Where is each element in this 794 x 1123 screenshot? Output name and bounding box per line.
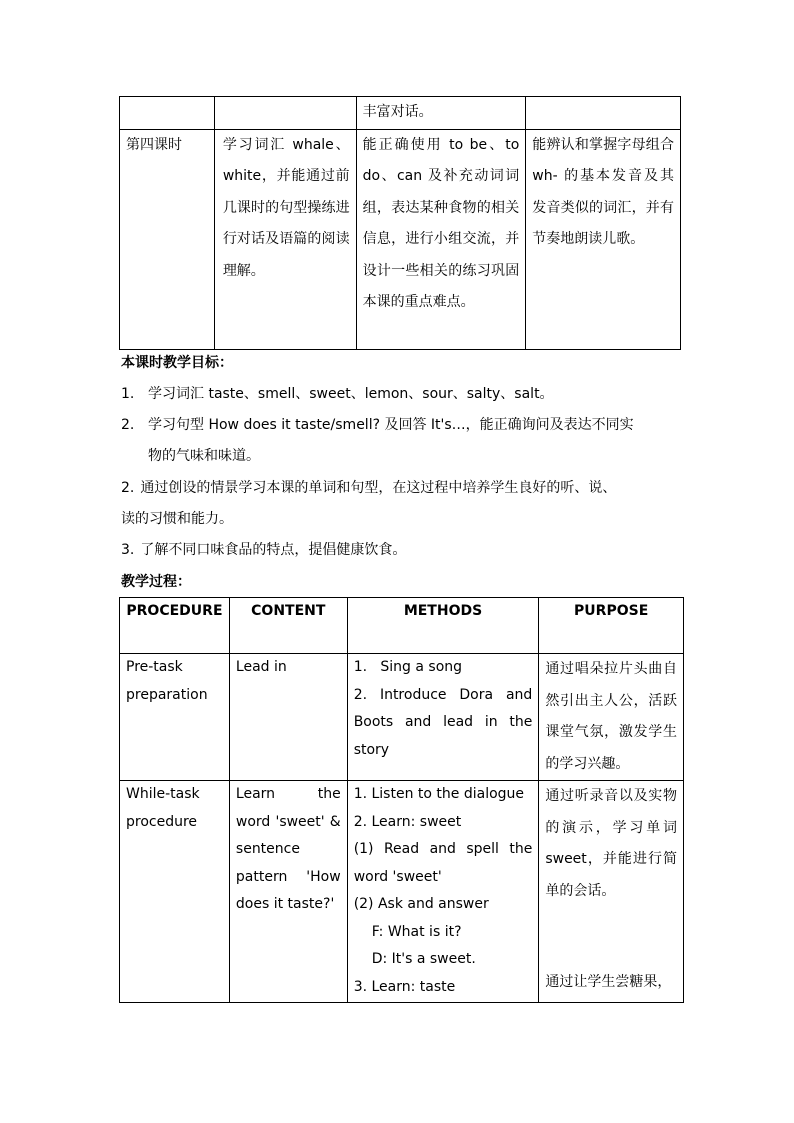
purpose-cell: 通过唱朵拉片头曲自然引出主人公，活跃课堂气氛，激发学生的学习兴趣。 bbox=[539, 654, 684, 781]
header-purpose: PURPOSE bbox=[539, 598, 684, 654]
objective-item: 2. 学习句型 How does it taste/smell? 及回答 It's…，能正确询问及表达不同实 物的气味和味道。 bbox=[121, 417, 634, 464]
teaching-process-table bbox=[119, 597, 684, 1003]
objective-item: 1. 学习词汇 taste、smell、sweet、lemon、sour、salty、salt。 bbox=[121, 386, 554, 402]
purpose-cell: 通过听录音以及实物的演示，学习单词 sweet，并能进行简单的会话。 通过让学生尝糖果， bbox=[539, 781, 684, 1003]
objective-item: 2. 通过创设的情景学习本课的单词和句型，在这过程中培养学生良好的听、说、 读的习惯和能力。 bbox=[121, 480, 617, 527]
objectives-title: 本课时教学目标： bbox=[121, 355, 233, 371]
table-cell: 丰富对话。 bbox=[356, 97, 526, 130]
usage-cell: 能正确使用 to be、to do、can 及补充动词词组，表达某种食物的相关信息，进行小组交流，并设计一些相关的练习巩固本课的重点难点。 bbox=[356, 129, 526, 349]
procedure-cell: Pre-task preparation bbox=[120, 654, 230, 781]
process-title: 教学过程： bbox=[121, 574, 191, 590]
lesson-overview-table bbox=[119, 96, 681, 350]
table-cell bbox=[526, 97, 681, 130]
header-content: CONTENT bbox=[229, 598, 347, 654]
vocab-cell: 学习词汇 whale、white，并能通过前几课时的句型操练进行对话及语篇的阅读理解。 bbox=[214, 129, 356, 349]
table-row bbox=[120, 781, 684, 1003]
table-cell bbox=[214, 97, 356, 130]
table-header-row bbox=[120, 598, 684, 654]
content-cell: Lead in bbox=[229, 654, 347, 781]
lesson-label-cell: 第四课时 bbox=[120, 129, 215, 349]
methods-cell: 1. Listen to the dialogue 2. Learn: sweet (1) Read and spell the word 'sweet' (2) Ask and answer F: What is it? D: It's a sweet. 3. Learn: taste bbox=[347, 781, 539, 1003]
phonics-cell: 能辨认和掌握字母组合 wh- 的基本发音及其发音类似的词汇，并有节奏地朗读儿歌。 bbox=[526, 129, 681, 349]
table-row bbox=[120, 654, 684, 781]
table-row bbox=[120, 97, 681, 130]
header-methods: METHODS bbox=[347, 598, 539, 654]
header-procedure: PROCEDURE bbox=[120, 598, 230, 654]
methods-cell: 1. Sing a song 2. Introduce Dora and Boots and lead in the story bbox=[347, 654, 539, 781]
objective-item: 3. 了解不同口味食品的特点，提倡健康饮食。 bbox=[121, 542, 407, 558]
table-row bbox=[120, 129, 681, 349]
table-cell bbox=[120, 97, 215, 130]
content-cell: Learn the word 'sweet' & sentence pattern 'How does it taste?' bbox=[229, 781, 347, 1003]
procedure-cell: While-task procedure bbox=[120, 781, 230, 1003]
